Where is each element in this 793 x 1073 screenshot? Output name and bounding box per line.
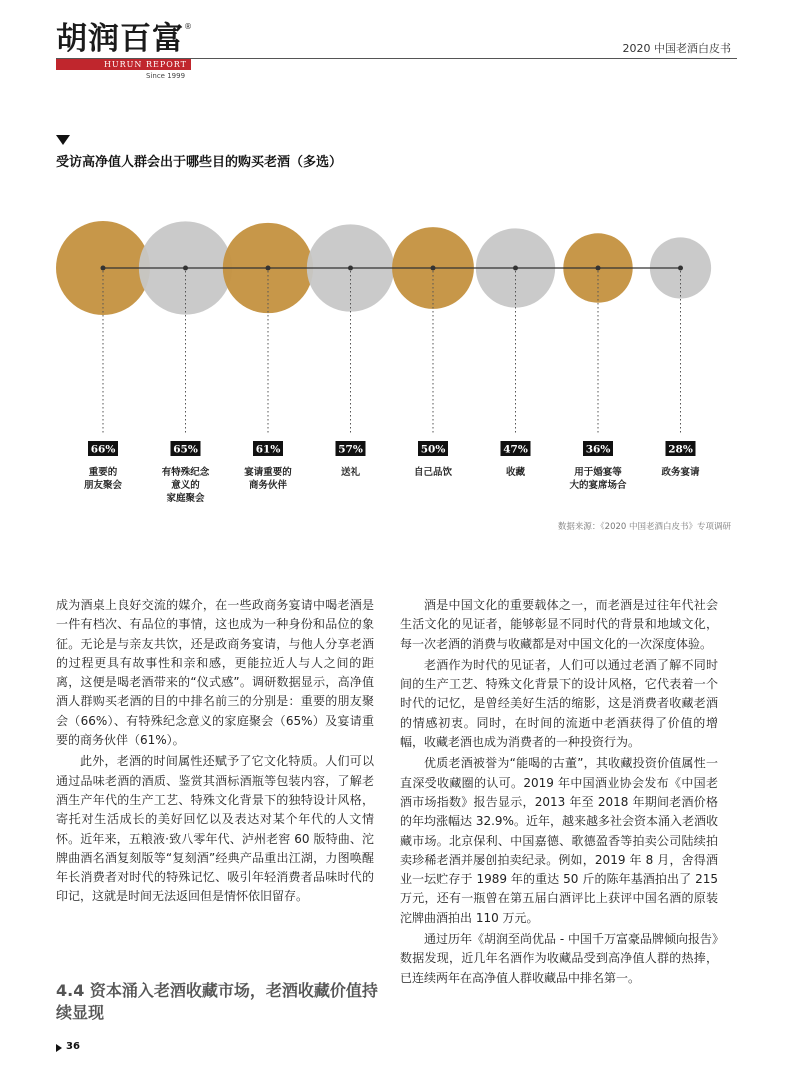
bubble-center-dot-5 (431, 266, 436, 271)
category-label-4-line-1: 送礼 (340, 467, 361, 478)
category-label-6-line-1: 收藏 (505, 467, 526, 478)
right-paragraph-2: 老酒作为时代的见证者，人们可以通过老酒了解不同时间的生产工艺、特殊文化背景下的设计风格，它代表着一个时代的记忆，是曾经美好生活的缩影，这是消费者收藏老酒的情感初衷。同时，在时间的流逝中老酒获得了价值的增幅，收藏老酒也成为消费者的一种投资行为。 (400, 657, 718, 750)
category-label-2-line-2: 意义的 (171, 480, 200, 491)
value-label-3: 61% (255, 443, 281, 456)
header-divider (56, 58, 737, 59)
value-label-4: 57% (338, 443, 363, 456)
chart-title: 受访高净值人群会出于哪些目的购买老酒（多选） (56, 155, 343, 170)
logo-registered-mark: ® (184, 22, 192, 31)
page-number: 36 (66, 1041, 80, 1052)
bubble-center-dot-1 (101, 266, 106, 271)
value-label-6: 47% (503, 443, 528, 456)
category-label-7-line-2: 大的宴席场合 (569, 480, 627, 491)
category-label-3-line-1: 宴请重要的 (244, 467, 292, 478)
value-label-8: 28% (668, 443, 693, 456)
bubble-center-dot-4 (348, 266, 353, 271)
hurun-logo (56, 21, 196, 80)
category-label-8-line-1: 政务宴请 (661, 467, 700, 478)
bubble-center-dot-8 (678, 266, 683, 271)
value-label-1: 66% (90, 443, 116, 456)
right-column (400, 596, 718, 990)
value-label-5: 50% (420, 443, 446, 456)
category-label-5-line-1: 自己品饮 (413, 467, 453, 478)
right-paragraph-3: 优质老酒被誉为“能喝的古董”，其收藏投资价值属性一直深受收藏圈的认可。2019 年中国酒业协会发布《中国老酒市场指数》报告显示，2013 年至 2018 年期间老酒价格的年均涨幅达 32.9%。近年，越来越多社会资本涌入老酒收藏市场。北京保利、中国嘉德、歌德盈香等拍卖公司陆续拍卖珍稀老酒并屡创拍卖纪录。例如，2019 年 8 月，舍得酒业一坛贮存于 1989 年的重达 50 斤的陈年基酒拍出了 215 万元，还有一瓶曾在第五届白酒评比上获评中国名酒的原装沱牌曲酒拍出 110 万元。 (400, 756, 718, 925)
category-label-1-line-2: 朋友聚会 (83, 480, 123, 491)
category-label-2-line-1: 有特殊纪念 (161, 467, 210, 478)
logo-since: Since 1999 (146, 72, 186, 80)
logo-chinese: 胡润百富 (56, 21, 184, 57)
right-paragraph-1: 酒是中国文化的重要载体之一，而老酒是过往年代社会生活文化的见证者，能够彰显不同时代的背景和地域文化，每一次老酒的消费与收藏都是对中国文化的一次深度体验。 (400, 598, 718, 651)
section-heading: 4.4 资本涌入老酒收藏市场，老酒收藏价值持续显现 (56, 981, 378, 1022)
category-label-7-line-1: 用于婚宴等 (574, 467, 622, 478)
left-column (56, 596, 374, 909)
bubble-center-dot-6 (513, 266, 518, 271)
bubble-center-dot-2 (183, 266, 188, 271)
category-label-1-line-1: 重要的 (88, 467, 118, 478)
value-label-2: 65% (173, 443, 198, 456)
header-title: 2020 中国老酒白皮书 (622, 42, 731, 55)
data-source-note: 数据来源：《2020 中国老酒白皮书》专项调研 (557, 522, 731, 532)
right-paragraph-4: 通过历年《胡润至尚优品 - 中国千万富豪品牌倾向报告》数据发现，近几年名酒作为收藏品受到高净值人群的热捧，已连续两年在高净值人群收藏品中排名第一。 (400, 932, 718, 985)
triangle-down-icon (56, 135, 70, 145)
bubble-center-dot-3 (266, 266, 271, 271)
category-label-2-line-3: 家庭聚会 (166, 493, 205, 504)
logo-english-bar: HURUN REPORT (56, 59, 191, 70)
page-arrow-icon (56, 1044, 62, 1052)
left-paragraph-1: 成为酒桌上良好交流的媒介，在一些政商务宴请中喝老酒是一件有档次、有品位的事情，这也成为一种身份和品位的象征。无论是与亲友共饮，还是政商务宴请，与他人分享老酒的过程更具有故事性和亲和感，更能拉近人与人之间的距离，这便是喝老酒带来的“仪式感”。调研数据显示，高净值酒人群购买老酒的目的中排名前三的分别是：重要的朋友聚会（66%）、有特殊纪念意义的家庭聚会（65%）及宴请重要的商务伙伴（61%）。 (56, 598, 374, 748)
bubble-center-dot-7 (596, 266, 601, 271)
left-paragraph-2: 此外，老酒的时间属性还赋予了它文化特质。人们可以通过品味老酒的酒质、鉴赏其酒标酒瓶等包装内容，了解老酒生产年代的生产工艺、特殊文化背景下的独特设计风格，寄托对生活成长的美好回忆以及表达对某个年代的人文情怀。近年来，五粮液·致八零年代、泸州老窖 60 版特曲、沱牌曲酒名酒复刻版等“复刻酒”经典产品重出江湖，力图唤醒年长消费者对时代的特殊记忆、吸引年轻消费者品味时代的印记，这就是时间无法返回但是情怀依旧留存。 (56, 754, 374, 904)
purchase-purpose-bubble-chart (0, 190, 793, 520)
category-label-3-line-2: 商务伙伴 (248, 480, 288, 491)
value-label-7: 36% (585, 443, 611, 456)
